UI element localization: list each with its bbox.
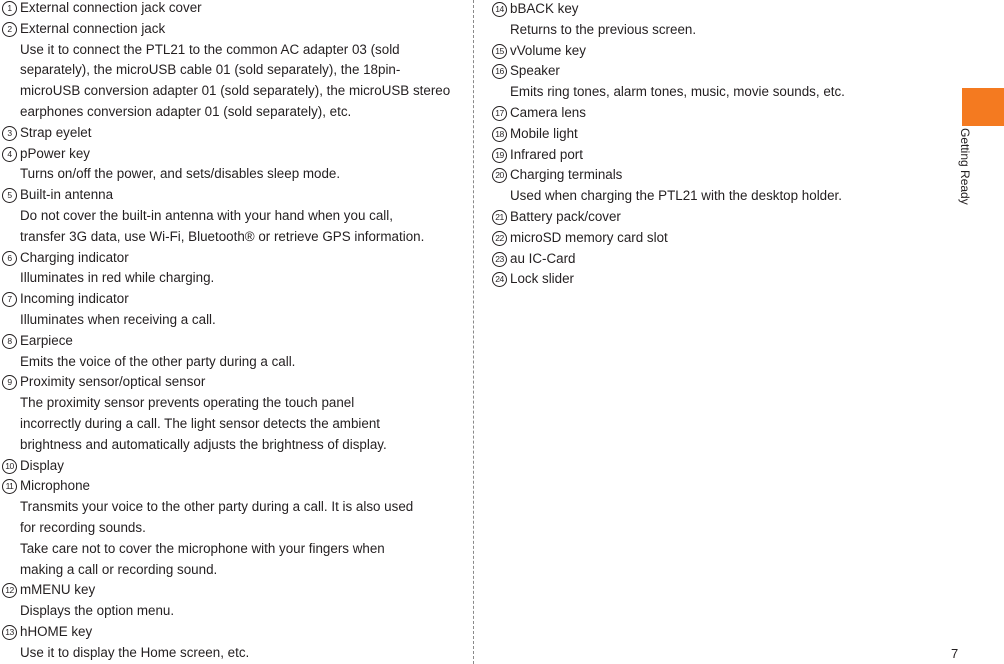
item-description-line: Illuminates in red while charging. <box>20 270 215 286</box>
item-number-badge: 19 <box>492 148 507 163</box>
page-number: 7 <box>951 646 959 661</box>
item-description-line: incorrectly during a call. The light sensor detects the ambient <box>20 415 380 431</box>
item-number-badge: 14 <box>492 2 507 17</box>
item-title: Earpiece <box>20 332 73 348</box>
item-description-line: microUSB conversion adapter 01 (sold separately), the microUSB stereo <box>20 83 451 99</box>
component-entry <box>2 248 462 290</box>
item-description-line: brightness and automatically adjusts the brightness of display. <box>20 436 387 452</box>
item-description-line: Emits ring tones, alarm tones, music, movie sounds, etc. <box>510 84 845 100</box>
item-description-line: Do not cover the built-in antenna with your hand when you call, <box>20 207 393 223</box>
item-title: Incoming indicator <box>20 291 129 307</box>
component-entry <box>2 19 462 123</box>
component-entry <box>2 289 462 331</box>
item-number-badge: 13 <box>2 625 17 640</box>
item-title: au IC-Card <box>510 250 576 266</box>
item-description-line: Returns to the previous screen. <box>510 21 697 37</box>
item-description-line: making a call or recording sound. <box>20 561 218 577</box>
item-description-line: Displays the option menu. <box>20 603 175 619</box>
component-entry <box>2 144 462 186</box>
item-description-line: Use it to display the Home screen, etc. <box>20 644 250 660</box>
component-entry <box>2 185 462 247</box>
item-description-line: for recording sounds. <box>20 519 146 535</box>
item-number-badge: 5 <box>2 188 17 203</box>
component-entry <box>492 228 912 249</box>
item-number-badge: 6 <box>2 251 17 266</box>
component-entry <box>2 0 462 19</box>
item-number-badge: 8 <box>2 334 17 349</box>
component-entry <box>492 103 912 124</box>
item-title: Battery pack/cover <box>510 208 621 224</box>
item-title: bBACK key <box>510 1 579 16</box>
item-title: vVolume key <box>510 42 586 58</box>
component-entry <box>2 476 462 580</box>
item-title: Charging indicator <box>20 249 129 265</box>
component-entry <box>2 622 462 664</box>
item-number-badge: 11 <box>2 479 17 494</box>
item-number-badge: 7 <box>2 292 17 307</box>
item-description-line: Use it to connect the PTL21 to the common AC adapter 03 (sold <box>20 41 400 57</box>
item-number-badge: 12 <box>2 583 17 598</box>
component-entry <box>492 0 912 41</box>
component-entry <box>2 372 462 455</box>
component-entry <box>492 165 912 207</box>
item-title: Speaker <box>510 63 560 79</box>
item-number-badge: 17 <box>492 106 507 121</box>
item-number-badge: 2 <box>2 22 17 37</box>
item-number-badge: 1 <box>2 1 17 16</box>
item-number-badge: 22 <box>492 231 507 246</box>
item-title: External connection jack cover <box>20 0 202 15</box>
item-number-badge: 4 <box>2 147 17 162</box>
item-title: Microphone <box>20 478 90 494</box>
item-number-badge: 3 <box>2 126 17 141</box>
component-entry <box>2 123 462 144</box>
item-number-badge: 21 <box>492 210 507 225</box>
item-title: pPower key <box>20 145 90 161</box>
item-number-badge: 24 <box>492 272 507 287</box>
item-title: Proximity sensor/optical sensor <box>20 374 206 390</box>
item-description-line: Emits the voice of the other party during a call. <box>20 353 296 369</box>
item-number-badge: 20 <box>492 168 507 183</box>
component-entry <box>492 41 912 62</box>
component-entry <box>492 145 912 166</box>
item-title: hHOME key <box>20 623 93 639</box>
right-column <box>492 0 912 290</box>
component-entry <box>492 269 912 290</box>
item-title: Charging terminals <box>510 167 623 183</box>
column-divider <box>473 0 474 664</box>
component-entry <box>2 331 462 373</box>
item-description-line: Transmits your voice to the other party during a call. It is also used <box>20 499 414 515</box>
item-description-line: Take care not to cover the microphone with your fingers when <box>20 540 385 556</box>
item-title: External connection jack <box>20 20 166 36</box>
item-title: Built-in antenna <box>20 187 114 203</box>
item-description-line: The proximity sensor prevents operating the touch panel <box>20 395 355 411</box>
item-number-badge: 18 <box>492 127 507 142</box>
component-entry <box>2 580 462 622</box>
section-side-label: Getting Ready <box>958 128 972 205</box>
item-title: Infrared port <box>510 146 583 162</box>
item-number-badge: 23 <box>492 252 507 267</box>
component-entry <box>492 61 912 103</box>
item-title: Display <box>20 457 64 473</box>
item-title: mMENU key <box>20 582 96 598</box>
component-entry <box>492 124 912 145</box>
component-entry <box>2 456 462 477</box>
item-title: Camera lens <box>510 104 586 120</box>
item-title: Lock slider <box>510 271 575 287</box>
item-number-badge: 10 <box>2 459 17 474</box>
item-number-badge: 9 <box>2 375 17 390</box>
item-title: Strap eyelet <box>20 124 92 140</box>
section-tab-marker <box>962 88 1004 126</box>
component-entry <box>492 207 912 228</box>
item-number-badge: 15 <box>492 44 507 59</box>
item-description-line: separately), the microUSB cable 01 (sold separately), the 18pin- <box>20 62 401 78</box>
item-title: microSD memory card slot <box>510 229 668 245</box>
left-column <box>2 0 462 664</box>
item-description-line: Turns on/off the power, and sets/disables sleep mode. <box>20 166 341 182</box>
item-description-line: earphones conversion adapter 01 (sold separately), etc. <box>20 103 352 119</box>
item-title: Mobile light <box>510 125 578 141</box>
component-entry <box>492 249 912 270</box>
item-description-line: Illuminates when receiving a call. <box>20 311 216 327</box>
item-description-line: transfer 3G data, use Wi-Fi, Bluetooth® or retrieve GPS information. <box>20 228 425 244</box>
item-number-badge: 16 <box>492 64 507 79</box>
item-description-line: Used when charging the PTL21 with the desktop holder. <box>510 188 842 204</box>
